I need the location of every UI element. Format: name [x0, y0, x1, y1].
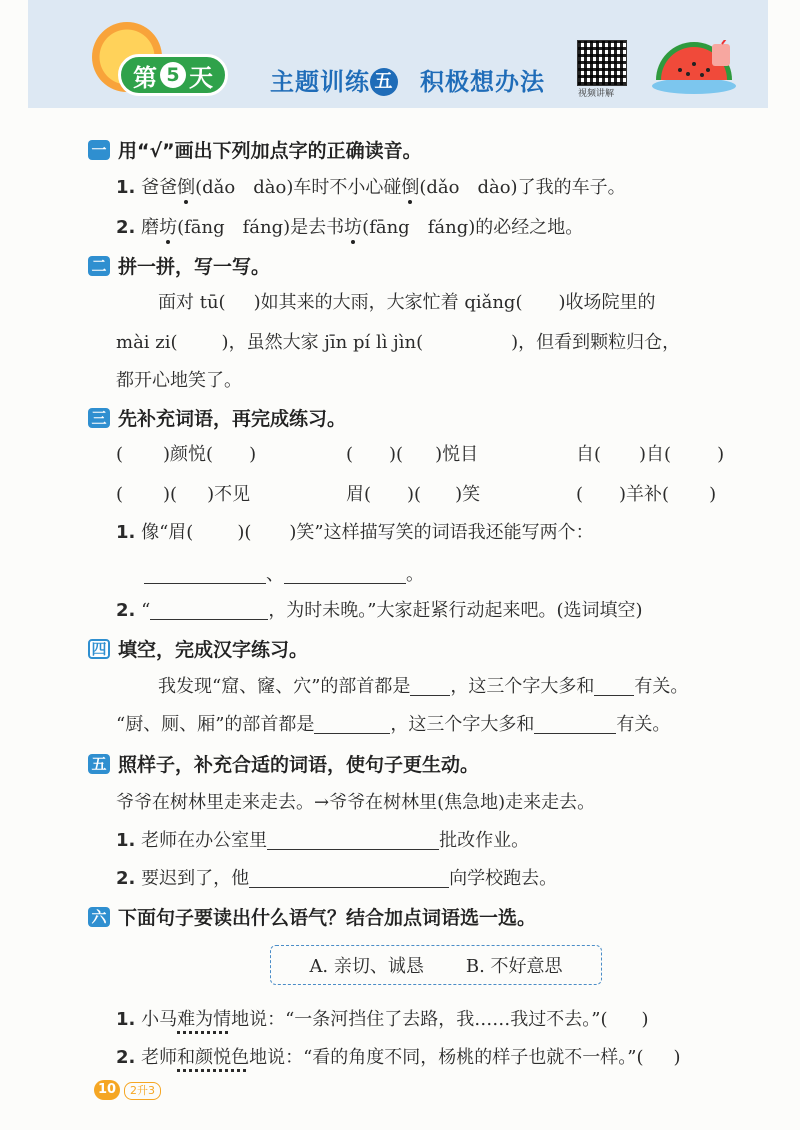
text: )收场院里的 [558, 292, 656, 313]
text: 向学校跑去。 [449, 868, 558, 889]
section-number: 二 [88, 256, 110, 276]
text: 有关。 [634, 676, 689, 697]
section-6-heading [88, 903, 536, 930]
text: ) [717, 444, 725, 465]
topic-label: 主题训练 [270, 68, 370, 96]
question-number: 1. [116, 1009, 136, 1030]
day-number: 5 [160, 62, 186, 88]
text: 地说：“看的角度不同，杨桃的样子也就不一样。”( [249, 1047, 644, 1068]
day-badge [118, 54, 228, 96]
option-a: A. 亲切、诚恳 [309, 956, 424, 977]
question-number: 1. [116, 830, 136, 851]
text: )自( [639, 444, 672, 465]
section-1-heading [88, 136, 422, 163]
idiom-6 [576, 480, 716, 506]
section-5-heading [88, 750, 479, 777]
text: 磨 [141, 217, 160, 238]
question-number: 2. [116, 1047, 136, 1068]
text: 小马 [141, 1009, 178, 1030]
text: )不见 [207, 484, 251, 505]
s5-example: 爷爷在树林里走来走去。→爷爷在树林里(焦急地)走来走去。 [116, 792, 596, 813]
answer-blank[interactable] [534, 715, 616, 734]
text: 眉( [346, 484, 372, 505]
text: ，这三个字大多和 [390, 714, 535, 735]
pinyin-options[interactable]: (dǎo dào)车时不小心碰 [195, 177, 402, 198]
section-4-heading [88, 635, 308, 662]
text: )笑 [455, 484, 481, 505]
question-number: 2. [116, 600, 136, 621]
text: )如其来的大雨，大家忙着 qiǎng( [253, 292, 523, 313]
text: 。 [406, 564, 424, 585]
grade-label: 2升3 [124, 1082, 161, 1100]
options-box [270, 945, 602, 985]
idiom-4 [116, 480, 250, 506]
section-number: 五 [88, 754, 110, 774]
answer-blank[interactable] [594, 677, 634, 696]
text: ( [116, 484, 124, 505]
text: 面对 tū( [158, 292, 226, 313]
text: ) [249, 444, 257, 465]
s3-answer-line [144, 560, 424, 586]
dotted-word: 和颜悦色 [177, 1047, 250, 1068]
text: 老师在办公室里 [141, 830, 268, 851]
section-title: 先补充词语，再完成练习。 [118, 408, 347, 430]
s2-line-3: 都开心地笑了。 [116, 370, 242, 391]
qr-label: 视频讲解 [578, 89, 615, 99]
watermelon-icon [650, 40, 738, 94]
section-2-heading [88, 252, 270, 279]
answer-blank[interactable] [144, 565, 266, 584]
text: )，虽然大家 jīn pí lì jìn( [221, 332, 424, 353]
s6-question-1 [116, 1005, 649, 1031]
s4-line-1 [158, 672, 688, 698]
text: 有关。 [616, 714, 671, 735]
text: 自( [576, 444, 602, 465]
s3-question-1 [116, 518, 594, 544]
s4-line-2 [116, 710, 670, 736]
page-number: 10 [94, 1080, 120, 1100]
text: )笑”这样描写笑的词语我还能写两个： [289, 522, 594, 543]
s2-line-1 [158, 288, 656, 314]
qr-code-icon[interactable] [577, 40, 627, 86]
text: 地说：“一条河挡住了去路，我……我过不去。”( [231, 1009, 608, 1030]
s5-question-2 [116, 864, 557, 890]
section-title: 下面句子要读出什么语气？结合加点词语选一选。 [118, 907, 537, 929]
s6-question-2 [116, 1043, 681, 1069]
dotted-char: 倒 [177, 173, 195, 199]
question-number: 1. [116, 177, 136, 198]
text: 、 [266, 564, 284, 585]
s3-question-2 [116, 596, 643, 622]
text: 像“眉( [141, 522, 194, 543]
text: )( [237, 522, 252, 543]
text: )( [389, 444, 404, 465]
text: ) [641, 1009, 649, 1030]
text: ( [576, 484, 584, 505]
idiom-5 [346, 480, 480, 506]
text: 爸爸 [141, 177, 178, 198]
s2-line-2 [116, 328, 680, 354]
idiom-3 [576, 440, 724, 466]
text: ，这三个字大多和 [450, 676, 595, 697]
question-number: 1. [116, 522, 136, 543]
section-number: 六 [88, 907, 110, 927]
text: “厨、厕、厢”的部首都是 [116, 714, 315, 735]
topic-number: 五 [370, 68, 398, 96]
answer-blank[interactable] [410, 677, 450, 696]
idiom-2 [346, 440, 478, 466]
dotted-char: 坊 [159, 213, 177, 239]
section-number: 四 [88, 639, 110, 659]
answer-blank[interactable] [267, 831, 439, 850]
text: 老师 [141, 1047, 178, 1068]
section-title: 填空，完成汉字练习。 [118, 639, 309, 661]
answer-blank[interactable] [249, 869, 449, 888]
text: 要迟到了，他 [141, 868, 250, 889]
page-title [270, 62, 545, 97]
text: )，但看到颗粒归仓， [511, 332, 681, 353]
answer-blank[interactable] [314, 715, 390, 734]
idiom-1 [116, 440, 256, 466]
s1-question-1 [116, 173, 626, 199]
text: ) [709, 484, 717, 505]
text: ( [116, 444, 124, 465]
pinyin-options[interactable]: (fāng fáng)是去书 [177, 217, 345, 238]
section-title: 拼一拼，写一写。 [118, 256, 271, 278]
pinyin-options[interactable]: (fāng fáng)的必经之地。 [362, 217, 584, 238]
answer-blank[interactable] [284, 565, 406, 584]
text: )羊补( [619, 484, 670, 505]
s1-question-2 [116, 213, 583, 239]
section-number: 一 [88, 140, 110, 160]
answer-blank[interactable] [150, 601, 268, 620]
section-number: 三 [88, 408, 110, 428]
text: ( [346, 444, 354, 465]
section-3-heading [88, 404, 346, 431]
dotted-word: 难为情 [177, 1009, 232, 1030]
pinyin-options[interactable]: (dǎo dào)了我的车子。 [419, 177, 626, 198]
day-prefix: 第 [133, 63, 157, 92]
text: )( [407, 484, 422, 505]
question-number: 2. [116, 868, 136, 889]
text: mài zi( [116, 332, 178, 353]
text: ，为时未晚。”大家赶紧行动起来吧。(选词填空) [268, 600, 643, 621]
s5-question-1 [116, 826, 529, 852]
dotted-char: 倒 [401, 173, 419, 199]
dotted-char: 坊 [344, 213, 362, 239]
text: ) [673, 1047, 681, 1068]
text: )颜悦( [163, 444, 214, 465]
text: 我发现“窟、窿、穴”的部首都是 [158, 676, 411, 697]
day-suffix: 天 [189, 63, 213, 92]
section-title: 照样子，补充合适的词语，使句子更生动。 [118, 754, 480, 776]
text: “ [141, 600, 151, 621]
question-number: 2. [116, 217, 136, 238]
text: 批改作业。 [439, 830, 530, 851]
text: )悦目 [435, 444, 479, 465]
option-b: B. 不好意思 [465, 956, 563, 977]
theme-title: 积极想办法 [420, 68, 545, 96]
section-title: 用“√”画出下列加点字的正确读音。 [118, 140, 422, 162]
text: )( [163, 484, 178, 505]
